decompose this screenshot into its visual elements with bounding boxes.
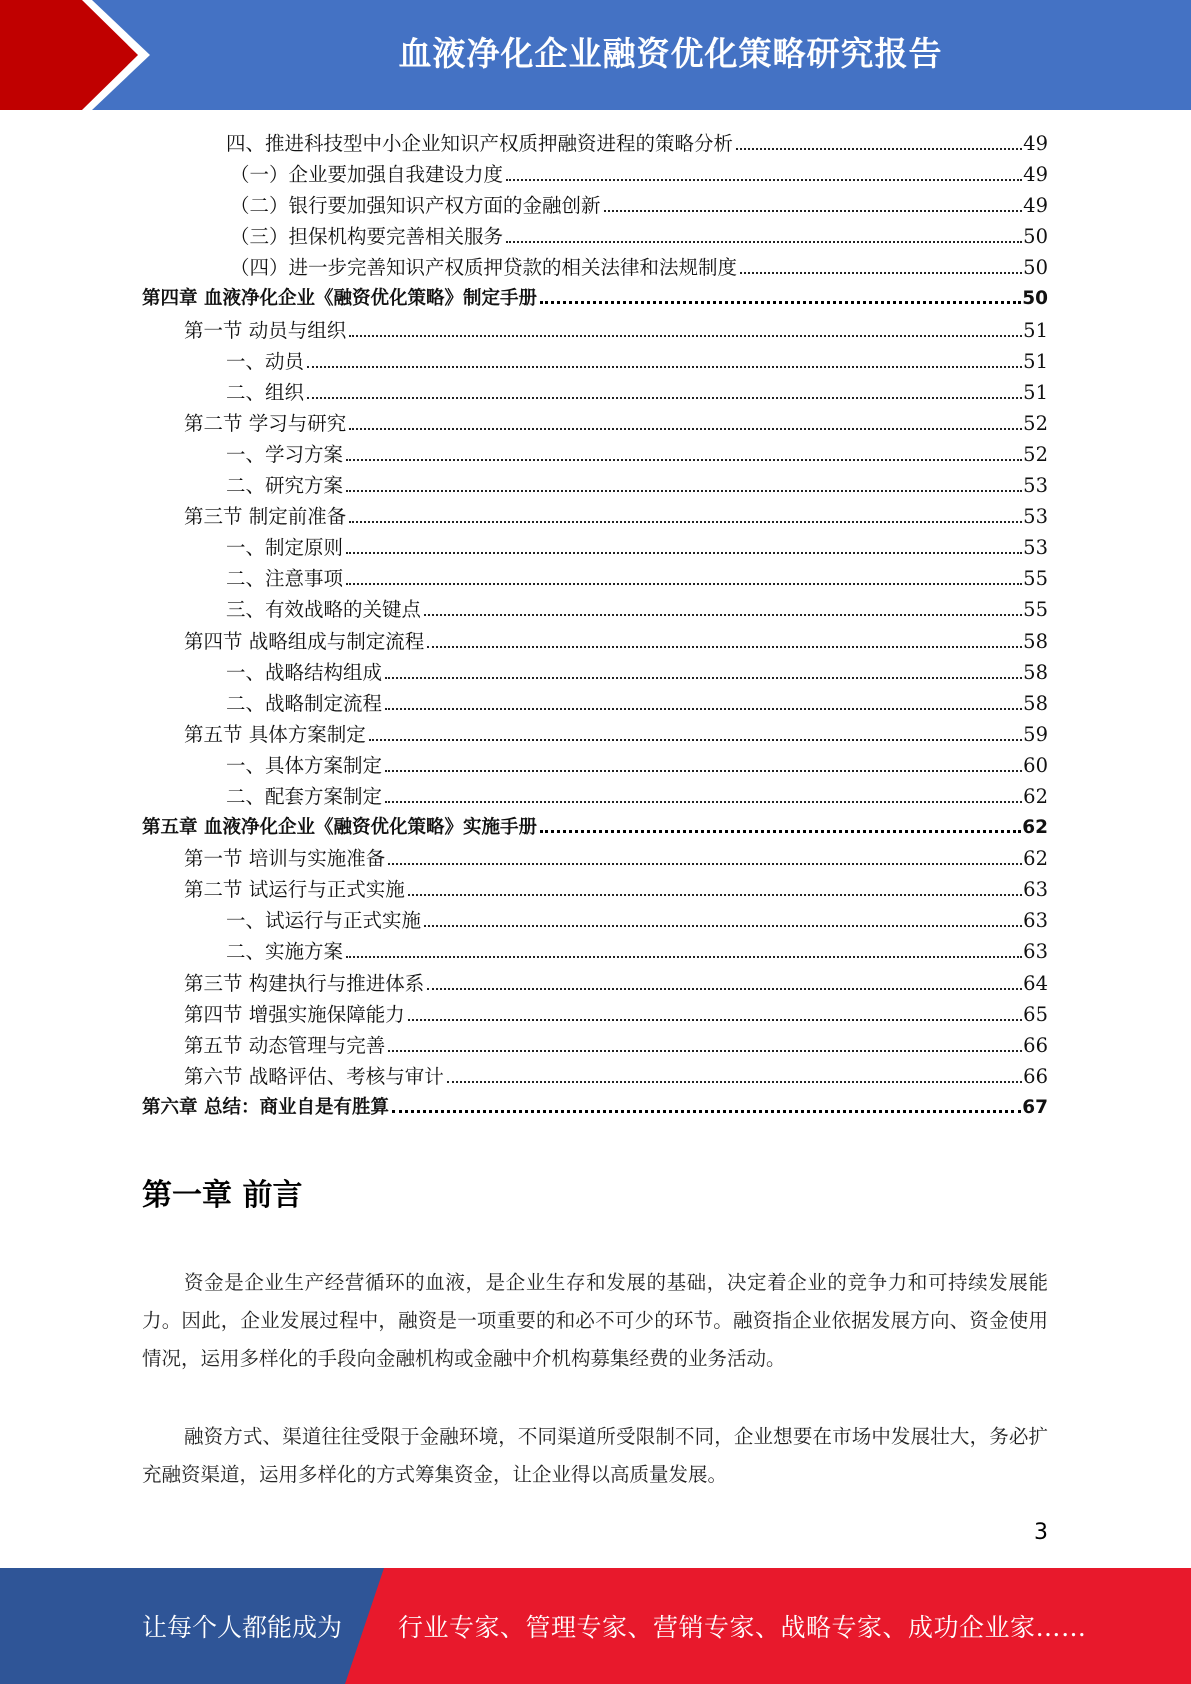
toc-dot-leader	[540, 830, 1021, 833]
toc-entry[interactable]	[142, 781, 1048, 812]
toc-entry-page: 59	[1023, 722, 1048, 746]
toc-entry-label: 第一节 动员与组织	[184, 318, 347, 342]
toc-entry-label: 第五节 动态管理与完善	[184, 1033, 386, 1057]
toc-dot-leader	[424, 925, 1022, 927]
toc-entry-label: 二、实施方案	[226, 940, 344, 964]
page-header	[0, 0, 1191, 110]
toc-dot-leader	[385, 708, 1022, 710]
toc-entry-page: 62	[1022, 817, 1048, 839]
toc-entry-label: 第六章 总结：商业自是有胜算	[142, 1096, 389, 1118]
toc-entry-label: 二、组织	[226, 380, 305, 404]
toc-dot-leader	[388, 1050, 1022, 1052]
toc-entry[interactable]	[142, 283, 1048, 314]
toc-dot-leader	[385, 801, 1022, 803]
toc-entry[interactable]	[142, 905, 1048, 936]
toc-dot-leader	[736, 148, 1022, 150]
toc-entry[interactable]	[142, 501, 1048, 532]
toc-dot-leader	[447, 1081, 1022, 1083]
paragraph-1: 资金是企业生产经营循环的血液，是企业生存和发展的基础，决定着企业的竞争力和可持续发展能力。因此，企业发展过程中，融资是一项重要的和必不可少的环节。融资指企业依据发展方向、资金使用情况，运用多样化的手段向金融机构或金融中介机构募集经费的业务活动。	[142, 1271, 1048, 1370]
toc-dot-leader	[307, 366, 1022, 368]
toc-entry-label: 第五节 具体方案制定	[184, 722, 366, 746]
toc-entry-page: 60	[1023, 753, 1048, 777]
toc-entry-page: 52	[1023, 411, 1048, 435]
toc-entry[interactable]	[142, 252, 1048, 283]
toc-entry-page: 49	[1023, 194, 1048, 218]
toc-entry-page: 51	[1023, 380, 1048, 404]
toc-entry-page: 51	[1023, 318, 1048, 342]
toc-dot-leader	[424, 614, 1022, 616]
footer-slogan-right: 行业专家、管理专家、营销专家、战略专家、成功企业家……	[398, 1613, 1087, 1642]
toc-entry[interactable]	[142, 936, 1048, 967]
toc-dot-leader	[346, 459, 1022, 461]
toc-entry-label: 三、有效战略的关键点	[226, 598, 422, 622]
toc-entry[interactable]	[142, 408, 1048, 439]
toc-entry[interactable]	[142, 594, 1048, 625]
toc-entry-page: 66	[1023, 1033, 1048, 1057]
toc-dot-leader	[408, 894, 1022, 896]
toc-dot-leader	[369, 739, 1022, 741]
toc-entry[interactable]	[142, 439, 1048, 470]
toc-dot-leader	[349, 521, 1022, 523]
toc-dot-leader	[349, 428, 1022, 430]
toc-dot-leader	[346, 956, 1022, 958]
toc-entry-page: 53	[1023, 505, 1048, 529]
toc-entry-page: 58	[1023, 629, 1048, 653]
toc-entry-label: 二、研究方案	[226, 474, 344, 498]
toc-entry[interactable]	[142, 221, 1048, 252]
report-title: 血液净化企业融资优化策略研究报告	[398, 34, 943, 73]
toc-entry-page: 50	[1023, 256, 1048, 280]
toc-entry-label: 第一节 培训与实施准备	[184, 847, 386, 871]
toc-entry-label: 第三节 构建执行与推进体系	[184, 971, 425, 995]
toc-entry-label: （一）企业要加强自我建设力度	[230, 163, 504, 187]
toc-entry[interactable]	[142, 1061, 1048, 1092]
toc-dot-leader	[427, 646, 1022, 648]
toc-entry-page: 52	[1023, 442, 1048, 466]
toc-entry-label: 二、配套方案制定	[226, 784, 383, 808]
toc-dot-leader	[385, 770, 1022, 772]
toc-dot-leader	[346, 490, 1022, 492]
toc-dot-leader	[392, 1110, 1021, 1113]
toc-entry-page: 50	[1022, 288, 1048, 310]
toc-entry-label: 一、学习方案	[226, 442, 344, 466]
header-chevron-icon	[0, 0, 160, 110]
toc-entry-page: 58	[1023, 691, 1048, 715]
toc-entry[interactable]	[142, 626, 1048, 657]
toc-dot-leader	[349, 335, 1022, 337]
toc-dot-leader	[740, 272, 1022, 274]
toc-dot-leader	[385, 677, 1022, 679]
toc-dot-leader	[388, 863, 1022, 865]
toc-dot-leader	[540, 301, 1021, 304]
toc-entry[interactable]	[142, 812, 1048, 843]
toc-entry-page: 53	[1023, 474, 1048, 498]
toc-entry-label: 第四节 战略组成与制定流程	[184, 629, 425, 653]
toc-dot-leader	[506, 179, 1022, 181]
toc-entry-label: （三）担保机构要完善相关服务	[230, 225, 504, 249]
toc-entry-page: 62	[1023, 784, 1048, 808]
toc-entry[interactable]	[142, 688, 1048, 719]
toc-entry-page: 51	[1023, 349, 1048, 373]
toc-entry-label: 一、战略结构组成	[226, 660, 383, 684]
paragraph-2: 融资方式、渠道往往受限于金融环境，不同渠道所受限制不同，企业想要在市场中发展壮大，务必扩充融资渠道，运用多样化的方式筹集资金，让企业得以高质量发展。	[142, 1425, 1048, 1486]
toc-entry-page: 58	[1023, 660, 1048, 684]
toc-entry-page: 55	[1023, 567, 1048, 591]
toc-entry-page: 65	[1023, 1002, 1048, 1026]
toc-entry[interactable]	[142, 1030, 1048, 1061]
page-number: 3	[1034, 1520, 1048, 1545]
toc-dot-leader	[427, 988, 1022, 990]
toc-entry-label: 二、战略制定流程	[226, 691, 383, 715]
toc-entry[interactable]	[142, 346, 1048, 377]
toc-entry-label: （二）银行要加强知识产权方面的金融创新	[230, 194, 601, 218]
toc-entry[interactable]	[142, 532, 1048, 563]
toc-entry[interactable]	[142, 159, 1048, 190]
toc-entry-label: 四、推进科技型中小企业知识产权质押融资进程的策略分析	[226, 132, 734, 155]
toc-entry[interactable]	[142, 750, 1048, 781]
toc-entry-label: （四）进一步完善知识产权质押贷款的相关法律和法规制度	[230, 256, 738, 280]
toc-entry-page: 49	[1023, 132, 1048, 155]
toc-entry[interactable]	[142, 190, 1048, 221]
toc-entry-page: 63	[1023, 940, 1048, 964]
toc-entry[interactable]	[142, 719, 1048, 750]
toc-entry-label: 第五章 血液净化企业《融资优化策略》实施手册	[142, 817, 537, 839]
toc-entry[interactable]	[142, 563, 1048, 594]
toc-dot-leader	[604, 210, 1023, 212]
toc-entry[interactable]	[142, 470, 1048, 501]
toc-entry-label: 二、注意事项	[226, 567, 344, 591]
toc-entry[interactable]	[142, 843, 1048, 874]
table-of-contents	[142, 128, 1048, 1123]
toc-entry[interactable]	[142, 657, 1048, 688]
toc-dot-leader	[408, 1019, 1022, 1021]
toc-entry[interactable]	[142, 315, 1048, 346]
toc-entry-label: 第四节 增强实施保障能力	[184, 1002, 405, 1026]
toc-entry-page: 63	[1023, 878, 1048, 902]
chapter-title: 第一章 前言	[142, 1178, 303, 1213]
toc-entry[interactable]	[142, 968, 1048, 999]
toc-entry-page: 55	[1023, 598, 1048, 622]
toc-dot-leader	[307, 397, 1022, 399]
toc-dot-leader	[506, 241, 1022, 243]
toc-entry-page: 62	[1023, 847, 1048, 871]
toc-entry-label: 第四章 血液净化企业《融资优化策略》制定手册	[142, 288, 537, 310]
toc-entry-page: 53	[1023, 536, 1048, 560]
toc-entry[interactable]	[142, 874, 1048, 905]
toc-entry-page: 64	[1023, 971, 1048, 995]
toc-entry[interactable]	[142, 377, 1048, 408]
footer-slogan-left: 让每个人都能成为	[142, 1613, 343, 1642]
toc-entry-label: 第三节 制定前准备	[184, 505, 347, 529]
toc-entry-page: 50	[1023, 225, 1048, 249]
toc-entry-label: 一、制定原则	[226, 536, 344, 560]
toc-entry-page: 67	[1022, 1096, 1048, 1118]
toc-entry-label: 第二节 学习与研究	[184, 411, 347, 435]
toc-entry-page: 49	[1023, 163, 1048, 187]
toc-entry[interactable]	[142, 1092, 1048, 1123]
toc-entry-page: 63	[1023, 909, 1048, 933]
page-footer	[0, 1568, 1191, 1684]
toc-dot-leader	[346, 583, 1022, 585]
toc-entry-page: 66	[1023, 1064, 1048, 1088]
toc-entry-label: 第二节 试运行与正式实施	[184, 878, 405, 902]
toc-entry[interactable]	[142, 999, 1048, 1030]
toc-entry-label: 第六节 战略评估、考核与审计	[184, 1064, 444, 1088]
toc-entry-label: 一、试运行与正式实施	[226, 909, 422, 933]
toc-entry[interactable]	[142, 128, 1048, 159]
toc-entry-label: 一、具体方案制定	[226, 753, 383, 777]
toc-dot-leader	[346, 552, 1022, 554]
toc-entry-label: 一、动员	[226, 349, 305, 373]
